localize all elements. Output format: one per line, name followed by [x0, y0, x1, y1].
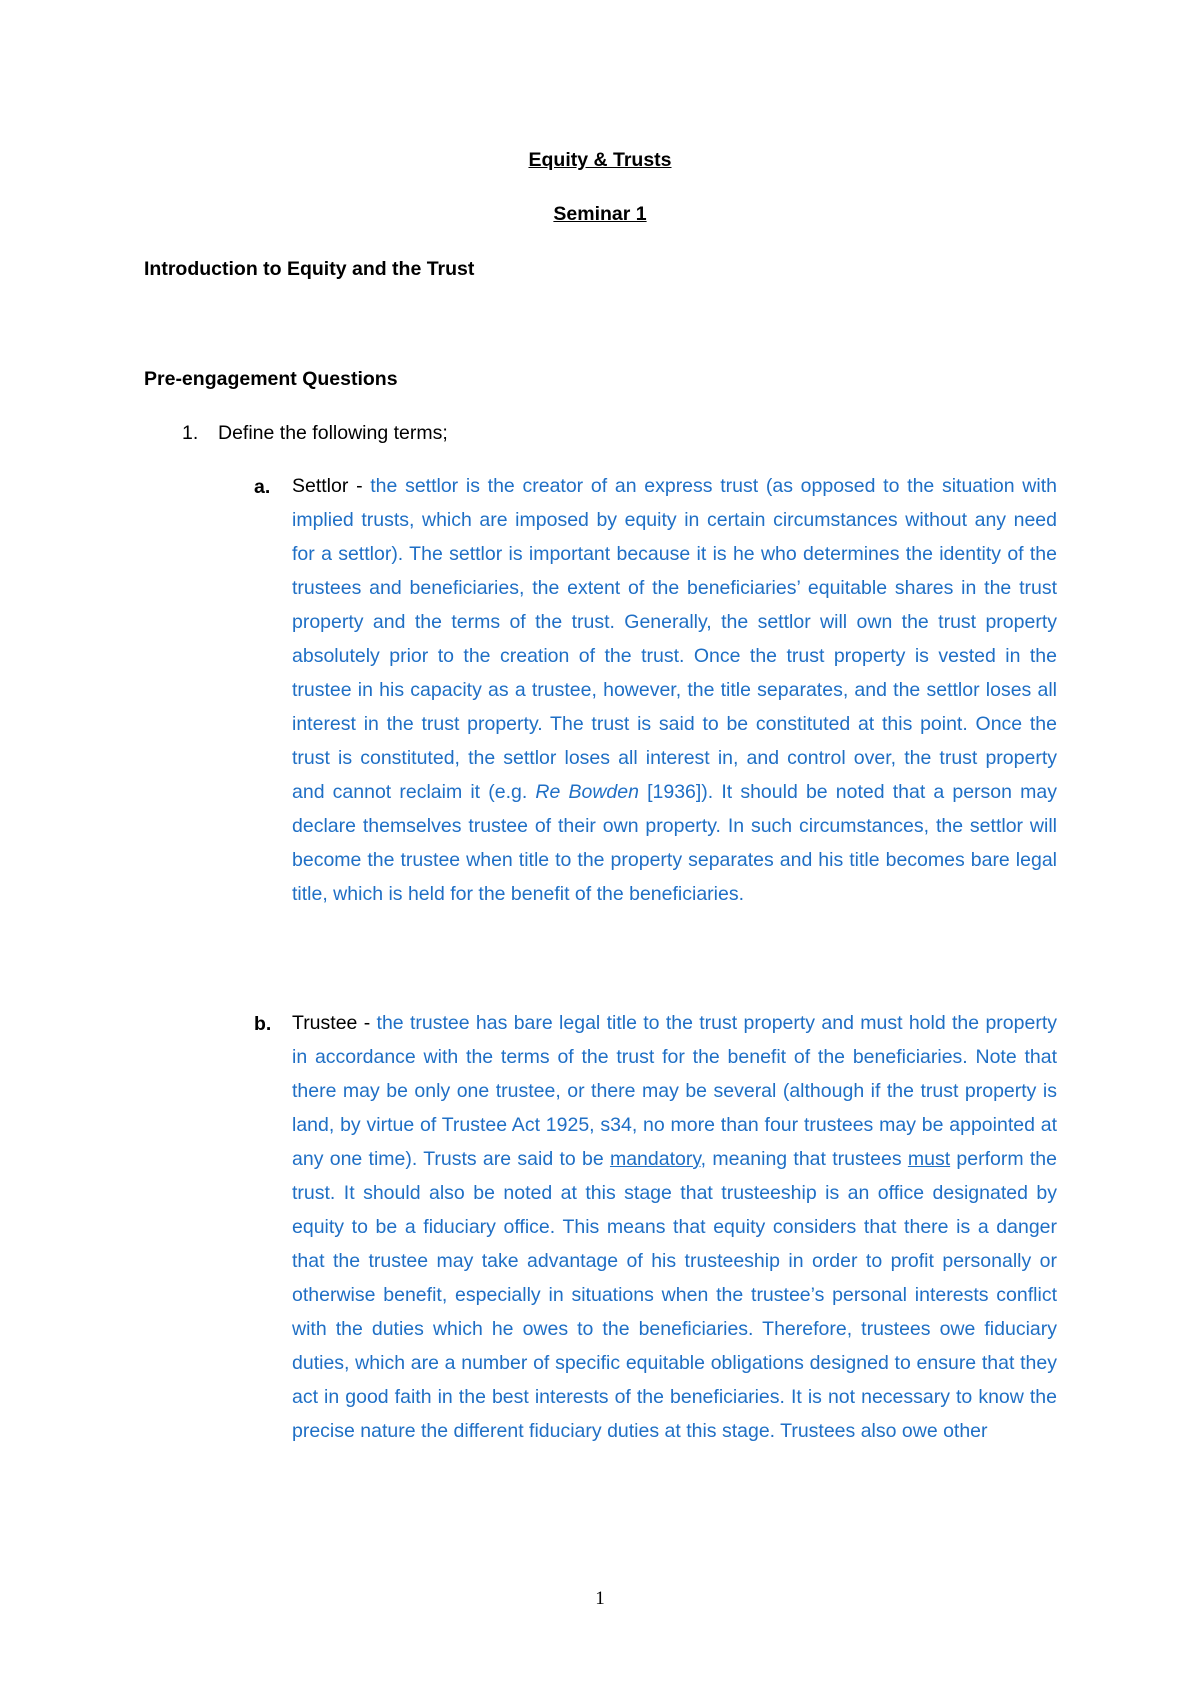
topic-heading: Introduction to Equity and the Trust	[144, 258, 475, 280]
course-title: Equity & Trusts	[528, 149, 672, 171]
question-number: 1.	[182, 422, 199, 444]
item-b-emphasis-must: must	[907, 1148, 951, 1170]
item-b-body-part1: the trustee has bare legal title to the trust property and must hold the property in accordance with the terms of the trust for the benefit of the beneficiaries. Note that there may be only one trustee, or there may be several (although if the trust property is land, by virtue of Trustee Act 1925, s34, no more than four trustees may be appointed at any one time). Trusts are said to be	[292, 1012, 1057, 1170]
item-a-case-name: Re Bowden	[535, 781, 639, 803]
item-b-paragraph	[292, 1006, 1057, 1448]
item-a-body-part1: the settlor is the creator of an express trust (as opposed to the situation with implied trusts, which are imposed by equity in certain circumstances without any need for a settlor). The settlor is important because it is he who determines the identity of the trustees and beneficiaries, the extent of the beneficiaries’ equitable shares in the trust property and the terms of the trust. Generally, the settlor will own the trust property absolutely prior to the creation of the trust. Once the trust property is vested in the trustee in his capacity as a trustee, however, the title separates, and the settlor loses all interest in the trust property. The trust is said to be constituted at this point. Once the trust is constituted, the settlor loses all interest in, and control over, the trust property and cannot reclaim it (e.g.	[292, 475, 1057, 803]
item-b-body-part2: , meaning that trustees	[700, 1148, 908, 1170]
item-b-emphasis-mandatory: mandatory	[609, 1148, 701, 1170]
item-a-paragraph	[292, 469, 1057, 911]
item-b-term: Trustee	[292, 1012, 358, 1034]
section-heading: Pre-engagement Questions	[144, 368, 398, 390]
item-a-term: Settlor	[292, 475, 349, 497]
seminar-title: Seminar 1	[553, 203, 647, 225]
question-text: Define the following terms;	[218, 422, 448, 444]
item-marker-b: b.	[254, 1013, 272, 1035]
item-b-body-part3: perform the trust. It should also be noted at this stage that trusteeship is an office designated by equity to be a fiduciary office. This means that equity considers that there is a danger that the trustee may take advantage of his trusteeship in order to profit personally or otherwise benefit, especially in situations when the trustee’s personal interests conflict with the duties which he owes to the beneficiaries. Therefore, trustees owe fiduciary duties, which are a number of specific equitable obligations designed to ensure that they act in good faith in the best interests of the beneficiaries. It is not necessary to know the precise nature the different fiduciary duties at this stage. Trustees also owe other	[292, 1148, 1057, 1442]
item-a-body-part2: [1936]). It should be noted that a person may declare themselves trustee of their own property. In such circumstances, the settlor will become the trustee when title to the property separates and his title becomes bare legal title, which is held for the benefit of the beneficiaries.	[292, 781, 1057, 905]
item-marker-a: a.	[254, 476, 271, 498]
item-b-separator: -	[357, 1012, 377, 1034]
page-number: 1	[595, 1588, 605, 1609]
item-a-separator: -	[348, 475, 371, 497]
